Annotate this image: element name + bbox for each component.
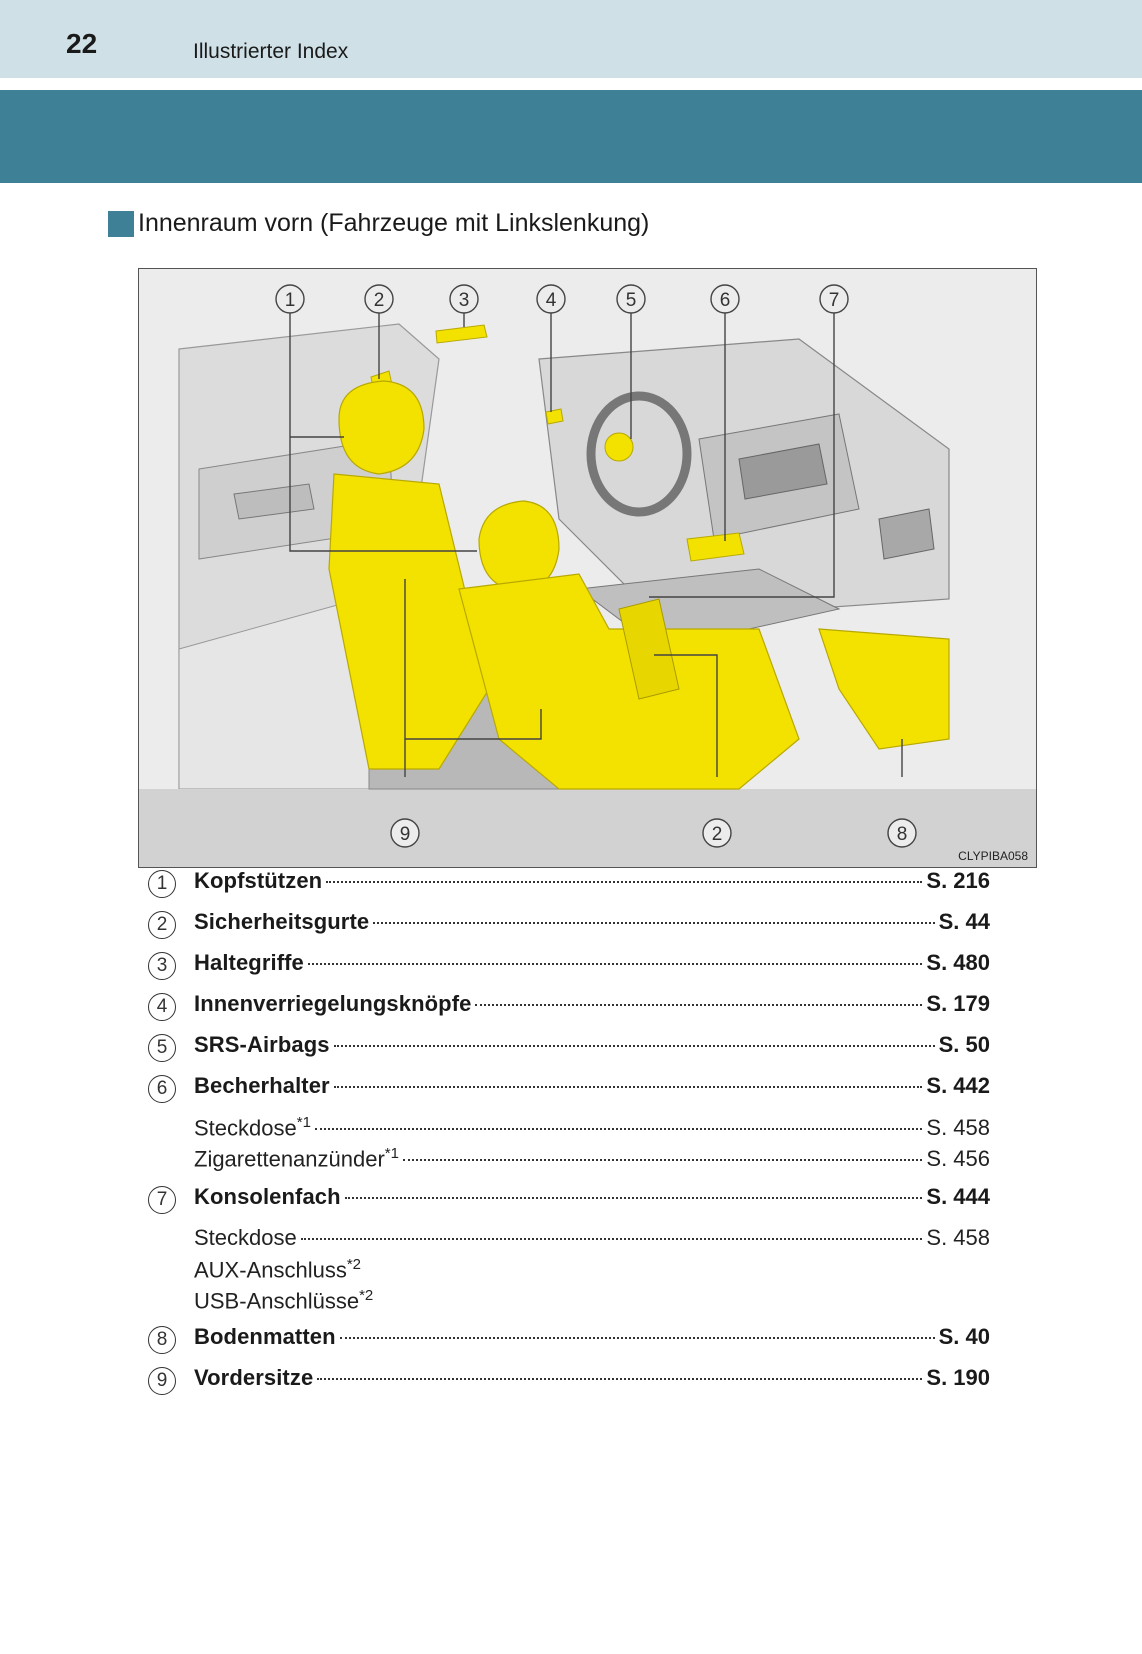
item-number-circle: 1 bbox=[148, 870, 176, 898]
index-subrow[interactable] bbox=[148, 1225, 990, 1256]
sub-label-text: USB-Anschlüsse bbox=[194, 1288, 360, 1314]
left-headrest bbox=[339, 381, 424, 474]
index-row[interactable] bbox=[148, 1073, 990, 1114]
index-entry bbox=[148, 1324, 990, 1365]
footnote-mark: *1 bbox=[384, 1145, 399, 1162]
item-number-circle: 8 bbox=[148, 1326, 176, 1354]
index-entry bbox=[148, 909, 990, 950]
item-number-circle: 9 bbox=[148, 1367, 176, 1395]
dot-leader bbox=[373, 922, 934, 924]
index-entry bbox=[148, 868, 990, 909]
item-number-circle: 4 bbox=[148, 993, 176, 1021]
callout-bottom-label: 2 bbox=[711, 824, 723, 845]
car-interior-drawing bbox=[139, 269, 1036, 867]
page-reference[interactable]: S. 44 bbox=[938, 909, 990, 934]
callout-bottom-label: 9 bbox=[399, 824, 411, 845]
item-number-circle: 3 bbox=[148, 952, 176, 980]
index-label: Vordersitze bbox=[194, 1365, 314, 1390]
page-reference[interactable]: S. 40 bbox=[938, 1324, 990, 1349]
dot-leader bbox=[317, 1378, 922, 1380]
index-sublabel bbox=[194, 1287, 373, 1314]
dot-leader bbox=[334, 1045, 935, 1047]
header-gap bbox=[0, 78, 1142, 90]
index-row[interactable] bbox=[148, 1324, 990, 1365]
index-row[interactable] bbox=[148, 1365, 990, 1406]
index-row[interactable] bbox=[148, 868, 990, 909]
callout-top-label: 7 bbox=[828, 290, 840, 311]
section-heading bbox=[108, 209, 649, 238]
index-sublabel bbox=[194, 1114, 311, 1141]
running-title: Illustrierter Index bbox=[193, 40, 349, 63]
index-row[interactable] bbox=[148, 1032, 990, 1073]
index-label: Haltegriffe bbox=[194, 950, 304, 975]
dot-leader bbox=[345, 1197, 923, 1199]
page-reference[interactable]: S. 216 bbox=[926, 868, 990, 893]
airbag-hub bbox=[605, 433, 633, 461]
page-reference[interactable]: S. 190 bbox=[926, 1365, 990, 1390]
accent-band bbox=[0, 90, 1142, 183]
lock-button bbox=[546, 409, 563, 424]
index-sublabel bbox=[194, 1256, 361, 1283]
item-number-circle: 2 bbox=[148, 911, 176, 939]
callout-bottom-label: 8 bbox=[896, 824, 908, 845]
dot-leader bbox=[475, 1004, 922, 1006]
index-entry bbox=[148, 1365, 990, 1406]
footnote-mark: *2 bbox=[359, 1287, 374, 1304]
index-label: Innenverriegelungsknöpfe bbox=[194, 991, 472, 1016]
sub-label-text: Zigarettenanzünder bbox=[194, 1146, 385, 1172]
item-number-circle: 5 bbox=[148, 1034, 176, 1062]
section-marker-icon bbox=[108, 211, 134, 237]
header-band bbox=[0, 0, 1142, 78]
dot-leader bbox=[315, 1128, 922, 1130]
dot-leader bbox=[403, 1159, 922, 1161]
index-label: Becherhalter bbox=[194, 1073, 330, 1098]
page-reference[interactable]: S. 50 bbox=[938, 1032, 990, 1057]
sub-label-text: Steckdose bbox=[194, 1225, 297, 1250]
index-row[interactable] bbox=[148, 909, 990, 950]
page-reference[interactable]: S. 442 bbox=[926, 1073, 990, 1098]
callouts-top bbox=[276, 285, 848, 313]
dot-leader bbox=[301, 1238, 923, 1240]
page-reference[interactable]: S. 480 bbox=[926, 950, 990, 975]
callout-top-label: 6 bbox=[719, 290, 731, 311]
index-label: SRS-Airbags bbox=[194, 1032, 330, 1057]
index-label: Kopfstützen bbox=[194, 868, 323, 893]
dot-leader bbox=[334, 1086, 923, 1088]
index-entry bbox=[148, 1184, 990, 1318]
index-label: Konsolenfach bbox=[194, 1184, 341, 1209]
callout-top-label: 1 bbox=[284, 290, 296, 311]
footnote-mark: *2 bbox=[346, 1256, 362, 1273]
index-label: Bodenmatten bbox=[194, 1324, 336, 1349]
floor-mat bbox=[819, 629, 949, 749]
index-entry bbox=[148, 950, 990, 991]
page-reference[interactable]: S. 458 bbox=[926, 1115, 990, 1141]
sub-label-text: AUX-Anschluss bbox=[194, 1257, 347, 1283]
index-entry bbox=[148, 991, 990, 1032]
index-list bbox=[148, 868, 990, 1406]
image-code: CLYPIBA058 bbox=[958, 849, 1028, 863]
index-subrow[interactable] bbox=[148, 1114, 990, 1145]
index-row[interactable] bbox=[148, 1184, 990, 1225]
item-number-circle: 7 bbox=[148, 1186, 176, 1214]
callout-top-label: 4 bbox=[545, 290, 557, 311]
index-subrow[interactable] bbox=[148, 1145, 990, 1176]
dot-leader bbox=[340, 1337, 935, 1339]
index-entry bbox=[148, 1073, 990, 1176]
item-number-circle: 6 bbox=[148, 1075, 176, 1103]
index-subrow bbox=[148, 1287, 990, 1318]
index-row[interactable] bbox=[148, 991, 990, 1032]
index-entry bbox=[148, 1032, 990, 1073]
index-sublabel bbox=[194, 1225, 297, 1251]
index-label: Sicherheitsgurte bbox=[194, 909, 370, 934]
callout-top-label: 3 bbox=[458, 290, 470, 311]
interior-illustration bbox=[138, 268, 1037, 868]
page-reference[interactable]: S. 456 bbox=[926, 1146, 990, 1172]
callout-top-label: 5 bbox=[625, 290, 637, 311]
index-subrow bbox=[148, 1256, 990, 1287]
index-row[interactable] bbox=[148, 950, 990, 991]
page-reference[interactable]: S. 444 bbox=[926, 1184, 990, 1209]
section-title: Innenraum vorn (Fahrzeuge mit Linkslenkung) bbox=[138, 209, 650, 237]
footnote-mark: *1 bbox=[296, 1114, 311, 1131]
page-reference[interactable]: S. 458 bbox=[926, 1225, 990, 1250]
page-number: 22 bbox=[66, 28, 98, 59]
callout-top-label: 2 bbox=[373, 290, 385, 311]
dot-leader bbox=[308, 963, 922, 965]
grab-handle bbox=[436, 325, 487, 343]
page-reference[interactable]: S. 179 bbox=[926, 991, 990, 1016]
sub-label-text: Steckdose bbox=[194, 1115, 297, 1141]
dot-leader bbox=[326, 881, 922, 883]
index-sublabel bbox=[194, 1145, 399, 1172]
